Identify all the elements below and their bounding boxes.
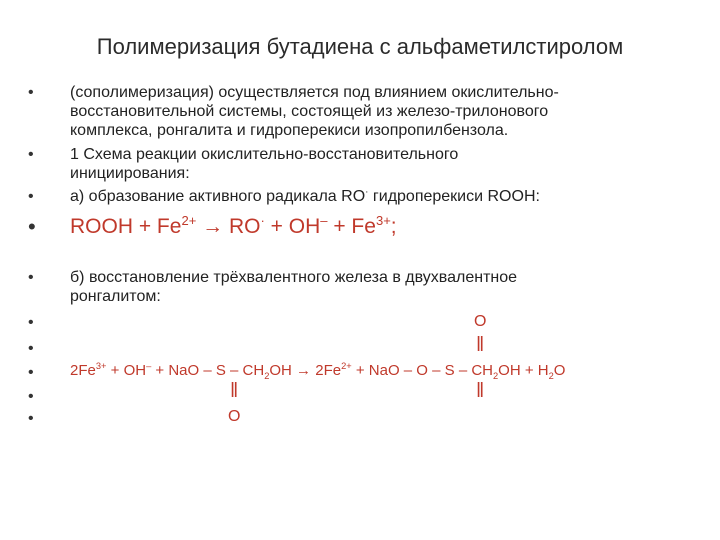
- oxygen-top: O: [474, 313, 487, 330]
- text-line: инициирования:: [70, 165, 190, 182]
- eq-charge: –: [146, 361, 152, 371]
- text-line: восстановительной системы, состоящей из железо-трилонового: [70, 103, 549, 120]
- eq-part: 2Fe: [70, 362, 96, 379]
- eq-subscript: 2: [548, 371, 554, 381]
- radical-dot: ·: [365, 186, 369, 198]
- bullet-marker: •: [28, 188, 34, 205]
- eq-charge: –: [320, 213, 328, 228]
- bullet-marker: •: [28, 146, 34, 163]
- eq-charge: 2+: [181, 213, 197, 228]
- text-line: ронгалитом:: [70, 288, 161, 305]
- eq-part: O: [553, 362, 566, 379]
- double-bond-top: ‖: [476, 334, 485, 356]
- eq-part: OH → 2Fe: [269, 362, 342, 379]
- eq-subscript: 2: [264, 371, 270, 381]
- list-item-text: [70, 83, 690, 140]
- eq-charge: 2+: [341, 361, 352, 371]
- slide-title: Полимеризация бутадиена с альфаметилстиролом: [96, 34, 624, 59]
- bullet-marker: •: [28, 388, 34, 405]
- eq-part: OH + H: [498, 362, 549, 379]
- oxygen-bottom: O: [228, 408, 241, 425]
- equation-text: [70, 215, 690, 239]
- text-line: б) восстановление трёхвалентного железа в двухвалентное: [70, 269, 518, 286]
- equation-2: [70, 362, 565, 379]
- bullet-marker: •: [28, 84, 34, 101]
- bullet-marker: •: [28, 340, 34, 357]
- bullet-marker: •: [28, 410, 34, 427]
- list-item-text: [70, 145, 690, 183]
- text-line: комплекса, ронгалита и гидроперекиси изопропилбензола.: [70, 122, 509, 139]
- list-item-text: [70, 268, 690, 306]
- bullet-marker: •: [28, 269, 34, 286]
- eq-part: + Fe: [327, 215, 376, 238]
- eq-charge: 3+: [375, 213, 391, 228]
- double-bond-bottom-right: ‖: [476, 380, 485, 402]
- radical-dot: ·: [260, 213, 265, 228]
- bullet-marker: •: [28, 214, 36, 239]
- eq-subscript: 2: [493, 371, 499, 381]
- eq-part: → RO: [196, 215, 261, 238]
- eq-part: + NaO – S – CH: [151, 362, 265, 379]
- text-fragment: а) образование активного радикала RO: [70, 188, 366, 205]
- eq-part: + NaO – O – S – CH: [351, 362, 493, 379]
- text-fragment: гидроперекиси ROOH:: [368, 188, 540, 205]
- eq-charge: 3+: [95, 361, 107, 371]
- eq-part: + OH: [264, 215, 321, 238]
- eq-part: + OH: [106, 362, 147, 379]
- bullet-marker: •: [28, 364, 34, 381]
- eq-part: ROOH + Fe: [70, 215, 182, 238]
- double-bond-bottom-left: ‖: [230, 380, 239, 402]
- eq-part: ;: [390, 215, 397, 238]
- text-line: 1 Схема реакции окислительно-восстановительного: [70, 146, 459, 163]
- bullet-marker: •: [28, 314, 34, 331]
- text-line: (сополимеризация) осуществляется под влиянием окислительно-: [70, 84, 559, 101]
- list-item-text: [70, 187, 690, 206]
